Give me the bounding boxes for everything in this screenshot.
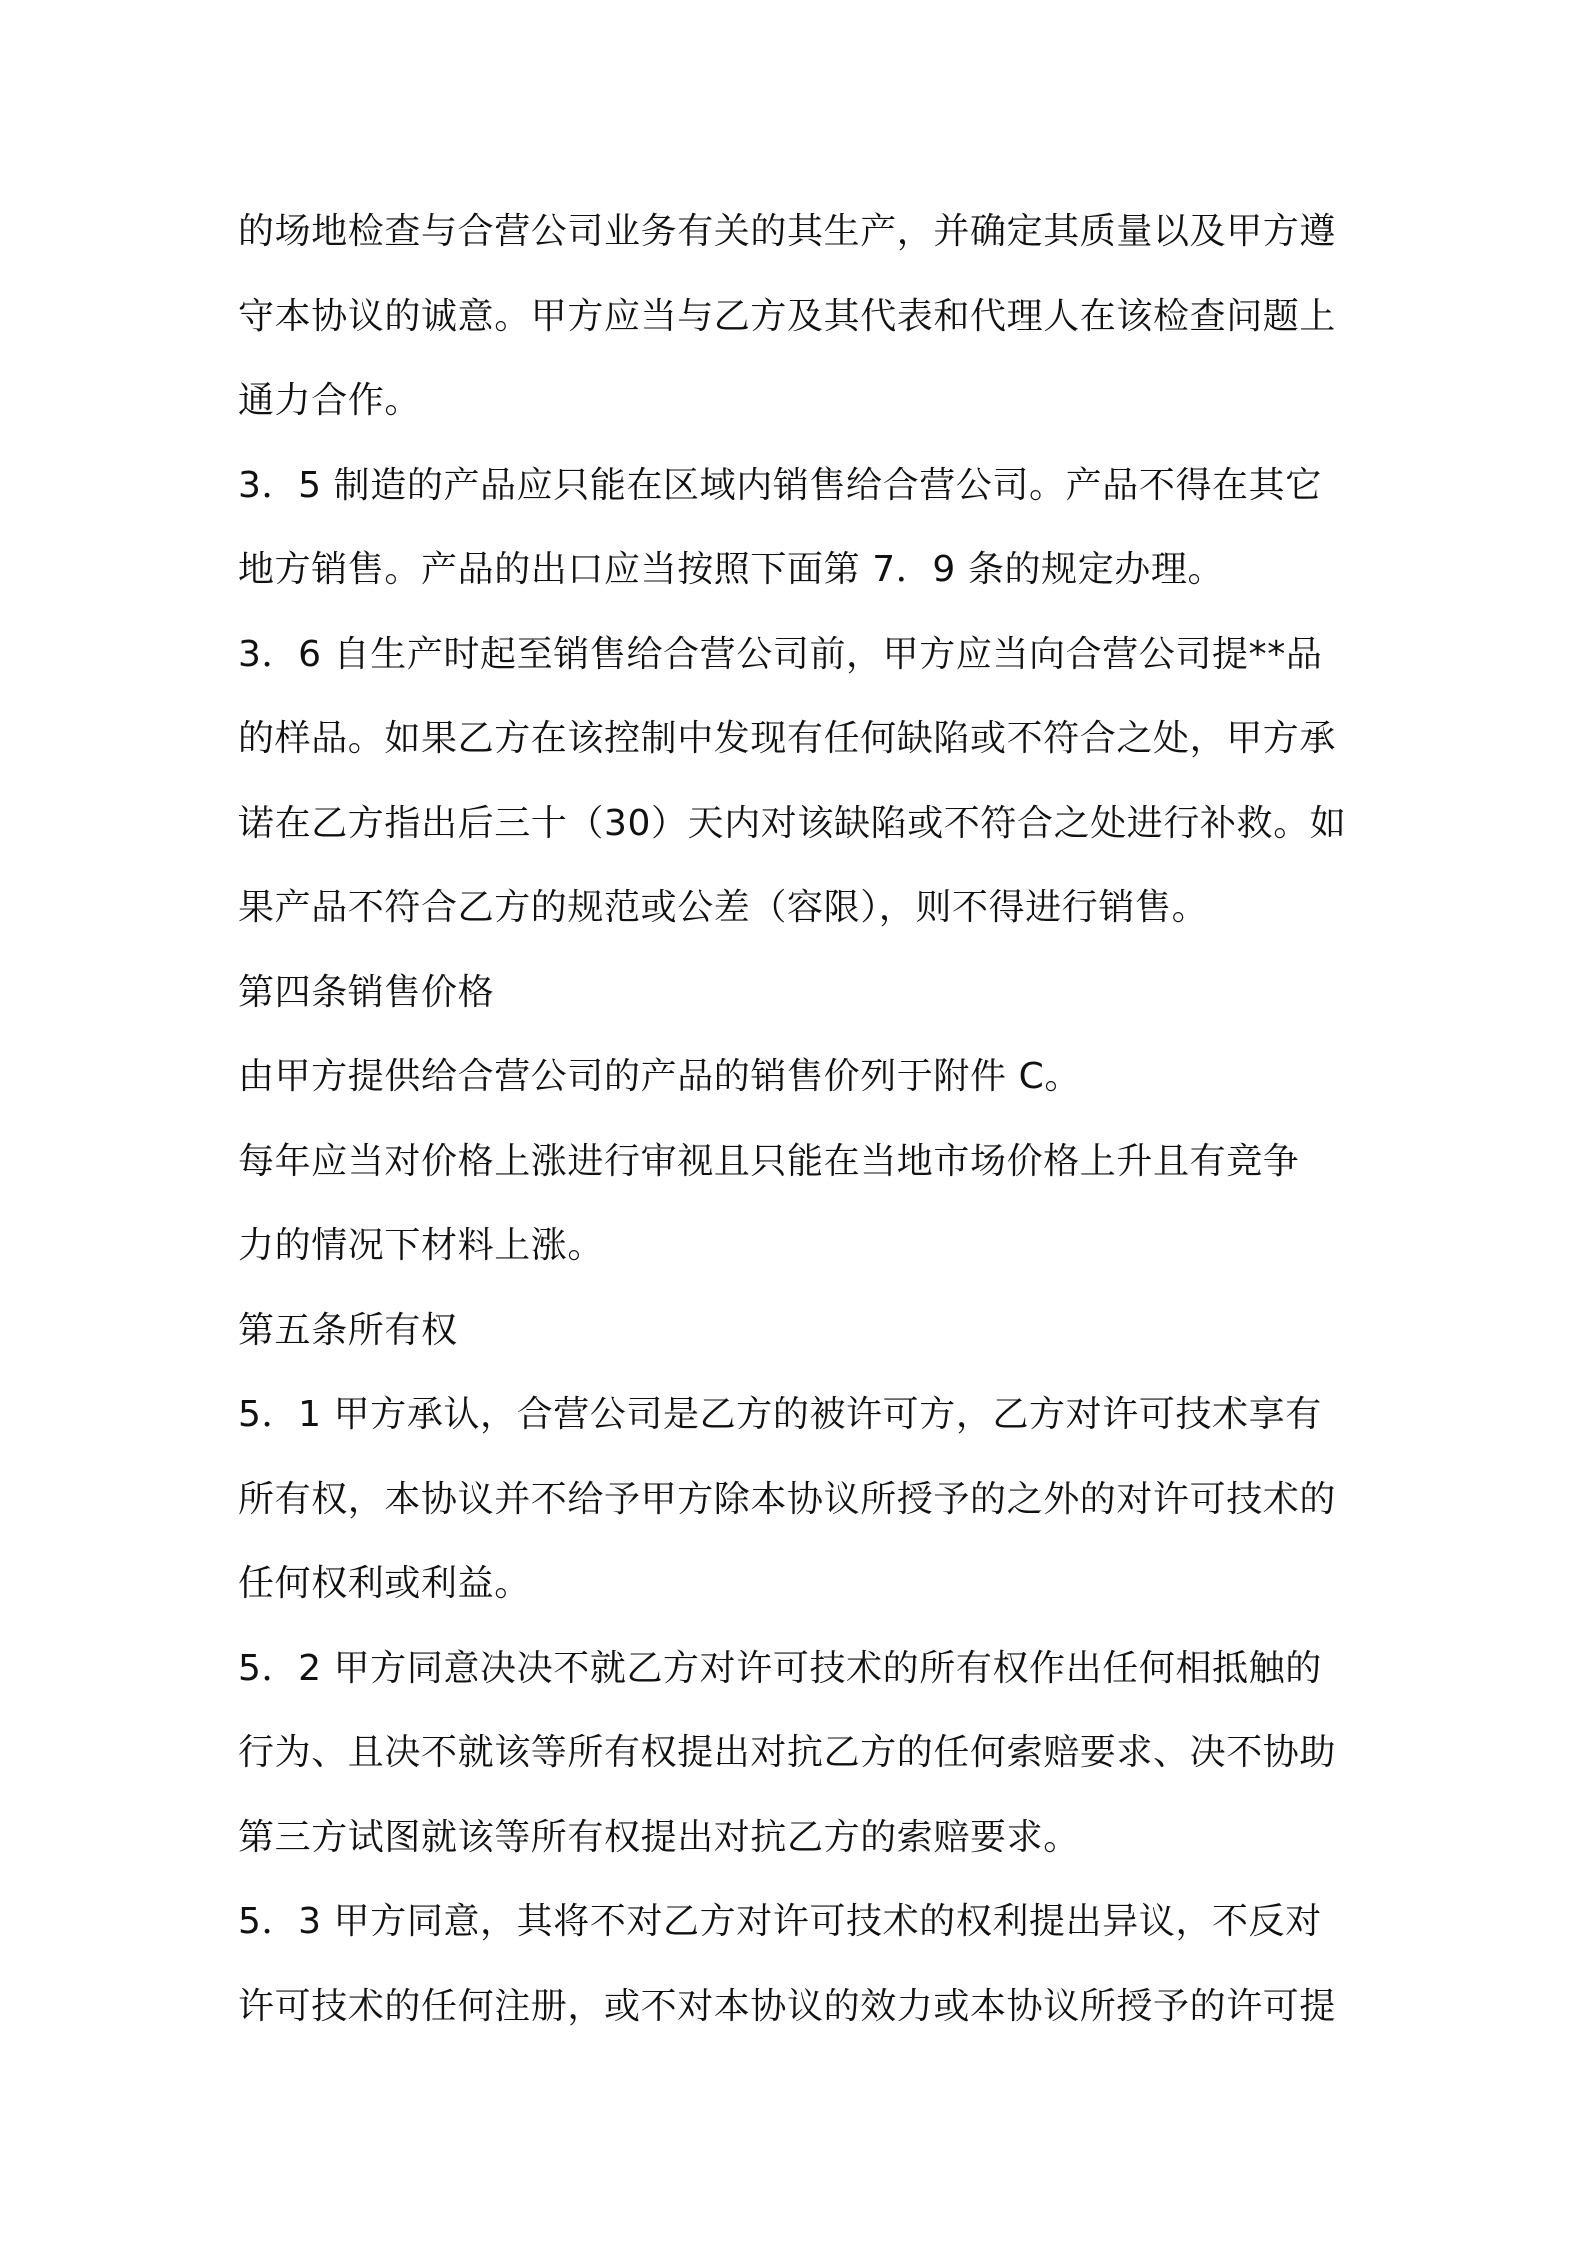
article-4-heading: 第四条销售价格 bbox=[238, 971, 495, 1013]
text-line: 诺在乙方指出后三十（30）天内对该缺陷或不符合之处进行补救。如 bbox=[238, 802, 1347, 844]
text-line: 第三方试图就该等所有权提出对抗乙方的索赔要求。 bbox=[238, 1816, 1080, 1858]
article-5-heading: 第五条所有权 bbox=[238, 1309, 458, 1351]
text-line: 地方销售。产品的出口应当按照下面第 7．9 条的规定办理。 bbox=[238, 549, 1225, 590]
text-line: 果产品不符合乙方的规范或公差（容限），则不得进行销售。 bbox=[238, 887, 1209, 928]
text-line: 由甲方提供给合营公司的产品的销售价列于附件 C。 bbox=[238, 1056, 1081, 1097]
clause-5-2-line: 5．2 甲方同意决决不就乙方对许可技术的所有权作出任何相抵触的 bbox=[238, 1647, 1322, 1689]
clause-3-6-line: 3．6 自生产时起至销售给合营公司前，甲方应当向合营公司提**品 bbox=[238, 633, 1323, 675]
text-line: 的场地检查与合营公司业务有关的其生产，并确定其质量以及甲方遵 bbox=[238, 211, 1337, 252]
text-line: 通力合作。 bbox=[238, 380, 422, 421]
clause-5-1-line: 5．1 甲方承认，合营公司是乙方的被许可方，乙方对许可技术享有 bbox=[238, 1394, 1322, 1435]
text-line: 任何权利或利益。 bbox=[238, 1563, 531, 1604]
clause-5-3-line: 5．3 甲方同意，其将不对乙方对许可技术的权利提出异议，不反对 bbox=[238, 1901, 1322, 1942]
text-line: 每年应当对价格上涨进行审视且只能在当地市场价格上升且有竞争 bbox=[238, 1140, 1300, 1182]
text-line: 所有权，本协议并不给予甲方除本协议所授予的之外的对许可技术的 bbox=[238, 1478, 1337, 1520]
text-line: 力的情况下材料上涨。 bbox=[238, 1225, 605, 1266]
text-line: 许可技术的任何注册，或不对本协议的效力或本协议所授予的许可提 bbox=[238, 1985, 1337, 2027]
text-line: 守本协议的诚意。甲方应当与乙方及其代表和代理人在该检查问题上 bbox=[238, 295, 1337, 337]
text-line: 的样品。如果乙方在该控制中发现有任何缺陷或不符合之处，甲方承 bbox=[238, 718, 1337, 759]
document-body bbox=[238, 190, 1368, 2049]
text-line: 行为、且决不就该等所有权提出对抗乙方的任何索赔要求、决不协助 bbox=[238, 1732, 1337, 1773]
clause-3-5-line: 3．5 制造的产品应只能在区域内销售给合营公司。产品不得在其它 bbox=[238, 464, 1322, 506]
